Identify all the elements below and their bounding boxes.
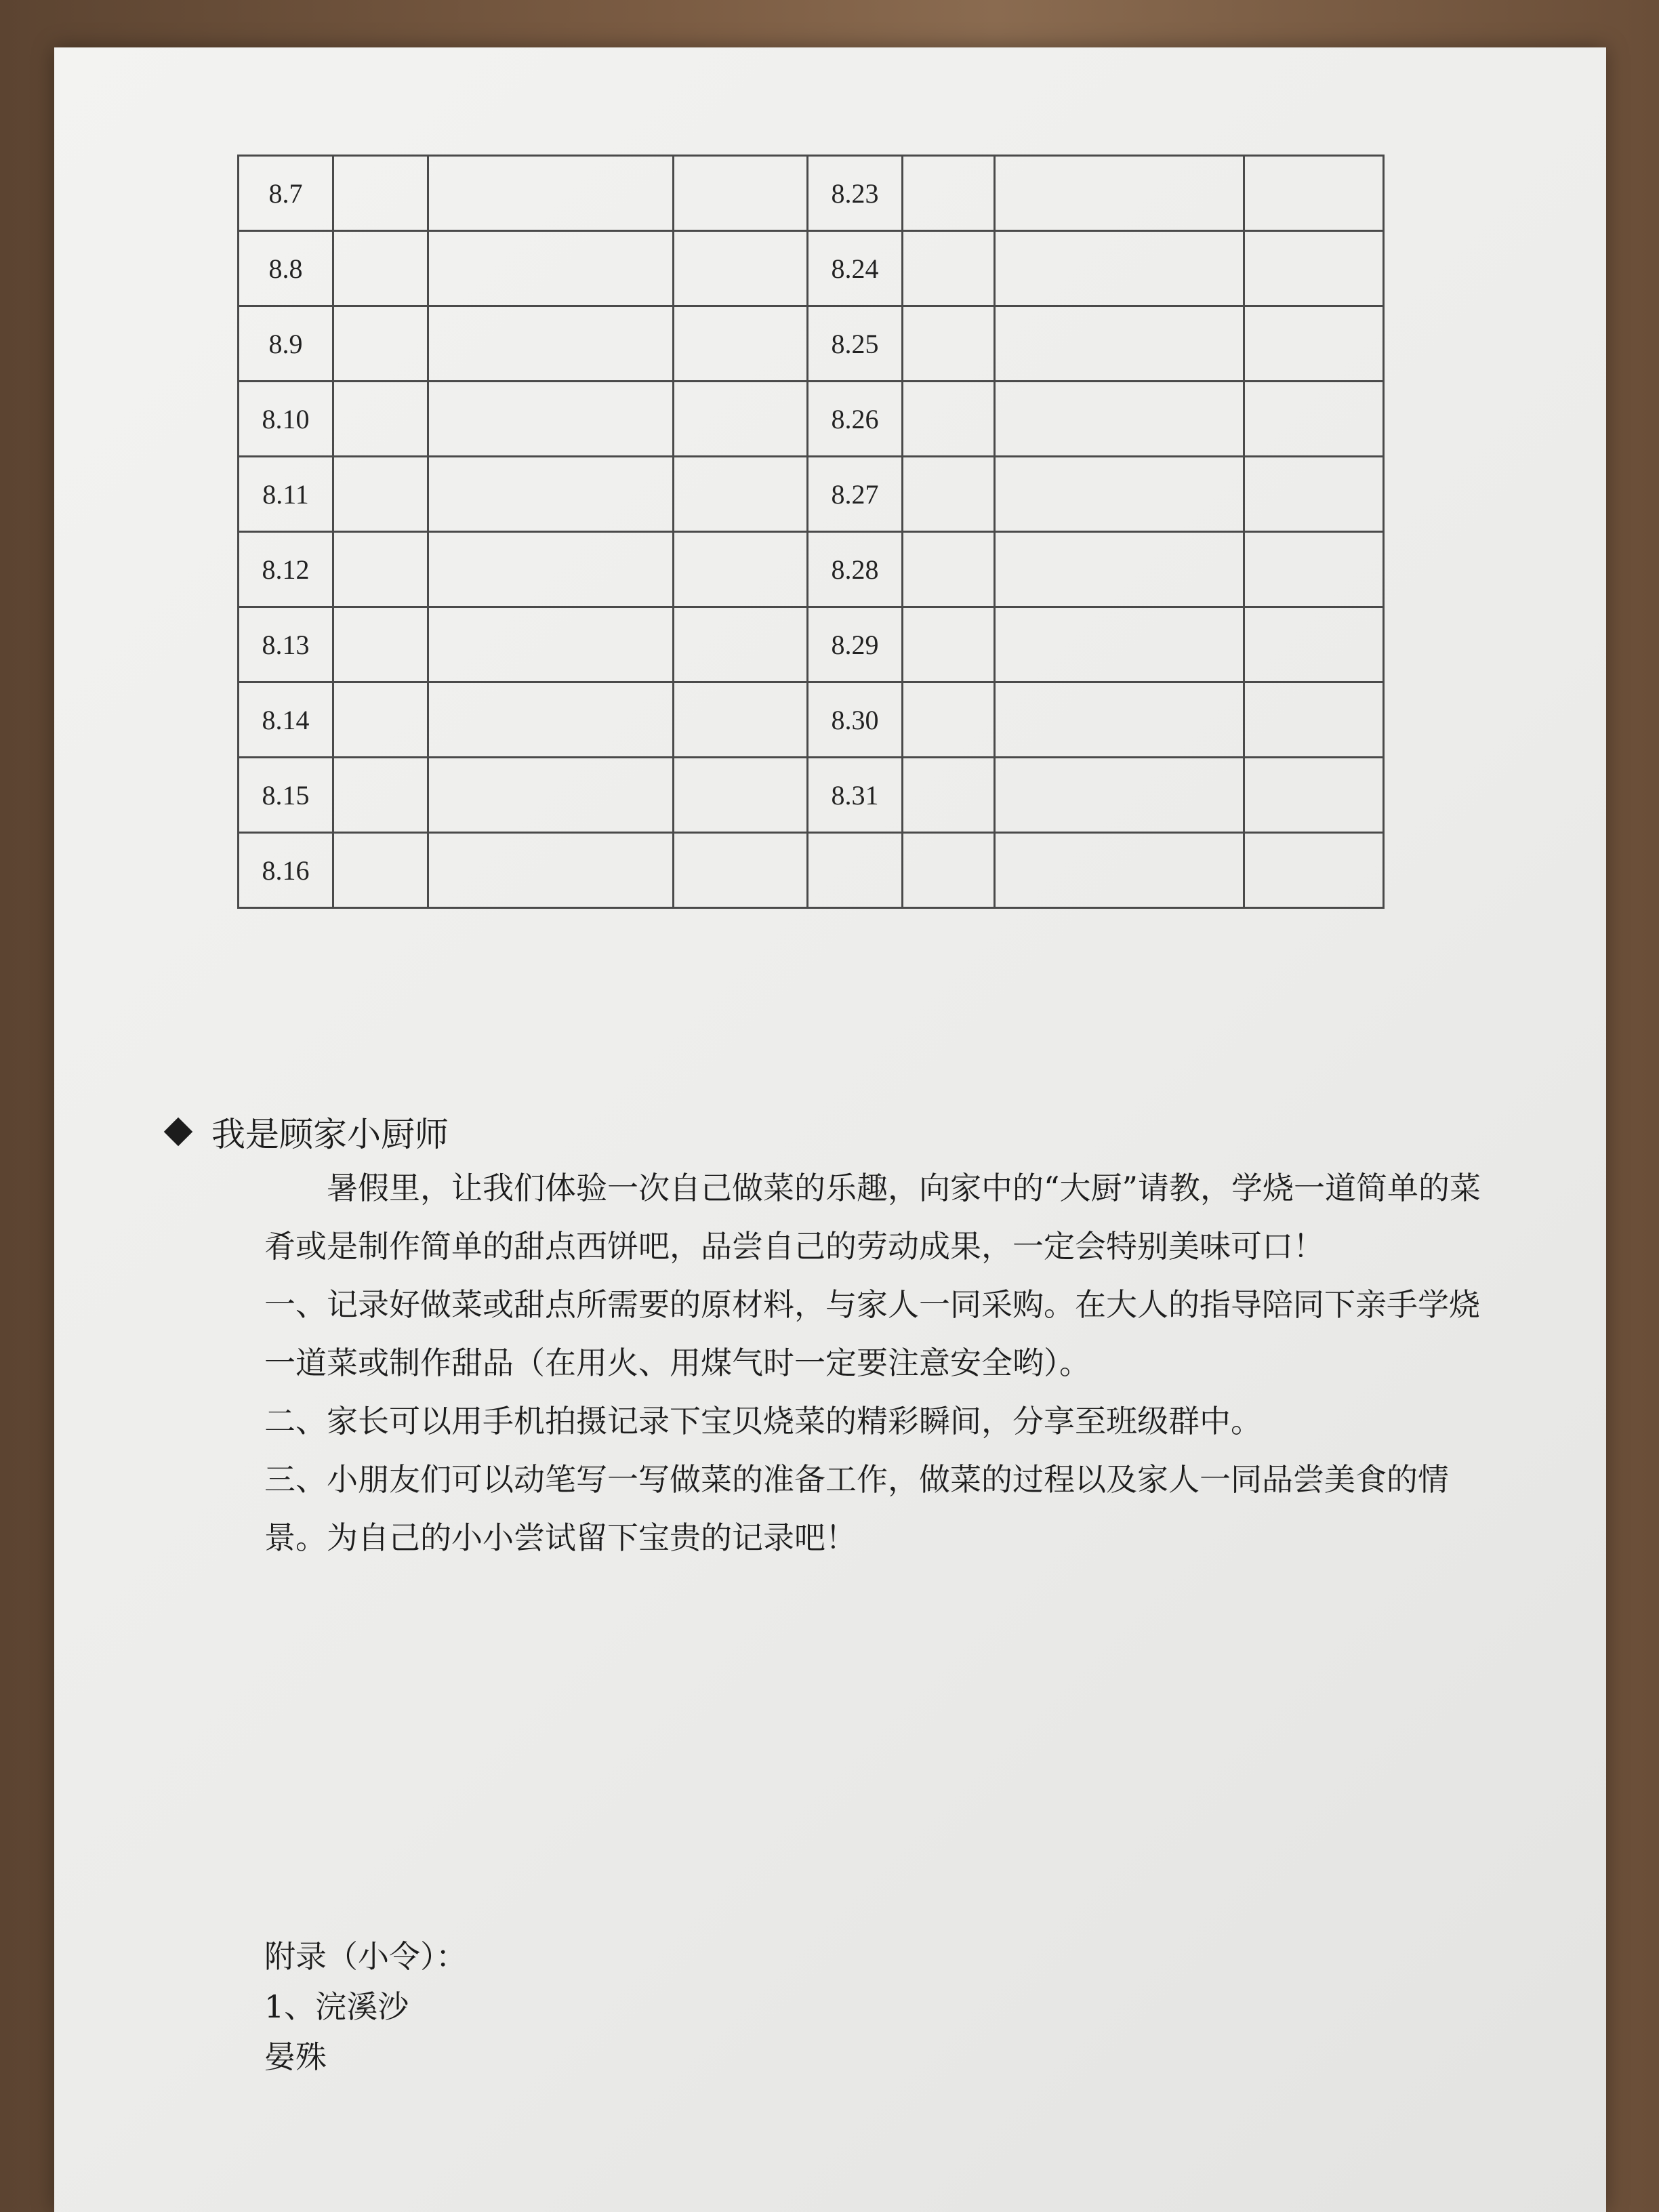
blank-cell: [1244, 682, 1384, 758]
blank-cell: [333, 382, 428, 457]
date-cell-left: 8.10: [239, 382, 333, 457]
table-row: [239, 758, 1384, 833]
table-row: [239, 382, 1384, 457]
blank-cell: [903, 231, 995, 306]
blank-cell: [428, 758, 674, 833]
blank-cell: [995, 306, 1244, 382]
blank-cell: [428, 231, 674, 306]
chef-section: [163, 1105, 1504, 1567]
blank-cell: [995, 156, 1244, 231]
table-row: [239, 607, 1384, 682]
blank-cell: [333, 156, 428, 231]
instruction-item-1: 一、记录好做菜或甜点所需要的原材料，与家人一同采购。在大人的指导陪同下亲手学烧一道菜或制作甜品（在用火、用煤气时一定要注意安全哟）。: [264, 1286, 1480, 1381]
blank-cell: [1244, 833, 1384, 908]
section-body: [163, 1159, 1504, 1567]
blank-cell: [674, 382, 808, 457]
blank-cell: [428, 607, 674, 682]
blank-cell: [333, 306, 428, 382]
date-cell-right: 8.29: [808, 607, 903, 682]
blank-cell: [674, 457, 808, 532]
blank-cell: [903, 382, 995, 457]
blank-cell: [1244, 457, 1384, 532]
date-cell-left: 8.7: [239, 156, 333, 231]
blank-cell: [674, 833, 808, 908]
blank-cell: [995, 607, 1244, 682]
blank-cell: [1244, 306, 1384, 382]
blank-cell: [333, 532, 428, 607]
instruction-item-2: 二、家长可以用手机拍摄记录下宝贝烧菜的精彩瞬间，分享至班级群中。: [264, 1403, 1262, 1439]
appendix-author: 晏殊: [264, 2039, 327, 2075]
blank-cell: [903, 457, 995, 532]
date-cell-right: 8.28: [808, 532, 903, 607]
instruction-item-3: 三、小朋友们可以动笔写一写做菜的准备工作，做菜的过程以及家人一同品尝美食的情景。为自己的小小尝试留下宝贵的记录吧！: [264, 1461, 1449, 1556]
date-cell-right: 8.23: [808, 156, 903, 231]
blank-cell: [995, 532, 1244, 607]
diamond-bullet-icon: [164, 1118, 192, 1146]
date-cell-left: 8.16: [239, 833, 333, 908]
blank-cell: [333, 758, 428, 833]
blank-cell: [903, 607, 995, 682]
table-row: [239, 156, 1384, 231]
date-cell-right: 8.24: [808, 231, 903, 306]
blank-cell: [333, 607, 428, 682]
blank-cell: [995, 382, 1244, 457]
blank-cell: [428, 457, 674, 532]
blank-cell: [428, 682, 674, 758]
paper-sheet: [54, 47, 1606, 2212]
blank-cell: [995, 682, 1244, 758]
date-cell-left: 8.12: [239, 532, 333, 607]
table-row: [239, 457, 1384, 532]
appendix-poem-title: 1、浣溪沙: [264, 1988, 409, 2025]
table-row: [239, 532, 1384, 607]
blank-cell: [333, 457, 428, 532]
blank-cell: [674, 231, 808, 306]
blank-cell: [674, 306, 808, 382]
blank-cell: [903, 156, 995, 231]
blank-cell: [674, 682, 808, 758]
date-cell-left: 8.15: [239, 758, 333, 833]
table-row: [239, 682, 1384, 758]
blank-cell: [1244, 607, 1384, 682]
date-cell-right: 8.31: [808, 758, 903, 833]
blank-cell: [428, 532, 674, 607]
blank-cell: [333, 833, 428, 908]
intro-paragraph: 暑假里，让我们体验一次自己做菜的乐趣，向家中的“大厨”请教，学烧一道简单的菜肴或是制作简单的甜点西饼吧，品尝自己的劳动成果，一定会特别美味可口！: [264, 1170, 1481, 1265]
table-row: [239, 231, 1384, 306]
blank-cell: [995, 758, 1244, 833]
blank-cell: [674, 156, 808, 231]
blank-cell: [333, 231, 428, 306]
date-cell-left: 8.8: [239, 231, 333, 306]
table-row: [239, 833, 1384, 908]
table-row: [239, 306, 1384, 382]
schedule-table: [237, 155, 1385, 909]
blank-cell: [1244, 758, 1384, 833]
blank-cell: [428, 306, 674, 382]
blank-cell: [674, 758, 808, 833]
date-cell-left: 8.11: [239, 457, 333, 532]
blank-cell: [428, 833, 674, 908]
blank-cell: [674, 532, 808, 607]
blank-cell: [1244, 532, 1384, 607]
date-cell-right: 8.30: [808, 682, 903, 758]
date-cell-left: 8.14: [239, 682, 333, 758]
blank-cell: [1244, 382, 1384, 457]
date-cell-left: 8.9: [239, 306, 333, 382]
section-title: 我是顾家小厨师: [211, 1115, 449, 1154]
blank-cell: [903, 532, 995, 607]
appendix-label: 附录（小令）：: [264, 1938, 467, 1975]
blank-cell: [428, 382, 674, 457]
blank-cell: [674, 607, 808, 682]
section-heading: [163, 1105, 1504, 1159]
blank-cell: [995, 457, 1244, 532]
blank-cell: [1244, 231, 1384, 306]
blank-cell: [995, 231, 1244, 306]
blank-cell: [333, 682, 428, 758]
blank-cell: [1244, 156, 1384, 231]
date-cell-right: 8.26: [808, 382, 903, 457]
date-cell-right: 8.25: [808, 306, 903, 382]
date-cell-right: [808, 833, 903, 908]
blank-cell: [903, 833, 995, 908]
blank-cell: [903, 306, 995, 382]
blank-cell: [995, 833, 1244, 908]
date-cell-left: 8.13: [239, 607, 333, 682]
blank-cell: [903, 758, 995, 833]
date-cell-right: 8.27: [808, 457, 903, 532]
appendix: [264, 1931, 467, 2082]
blank-cell: [428, 156, 674, 231]
blank-cell: [903, 682, 995, 758]
